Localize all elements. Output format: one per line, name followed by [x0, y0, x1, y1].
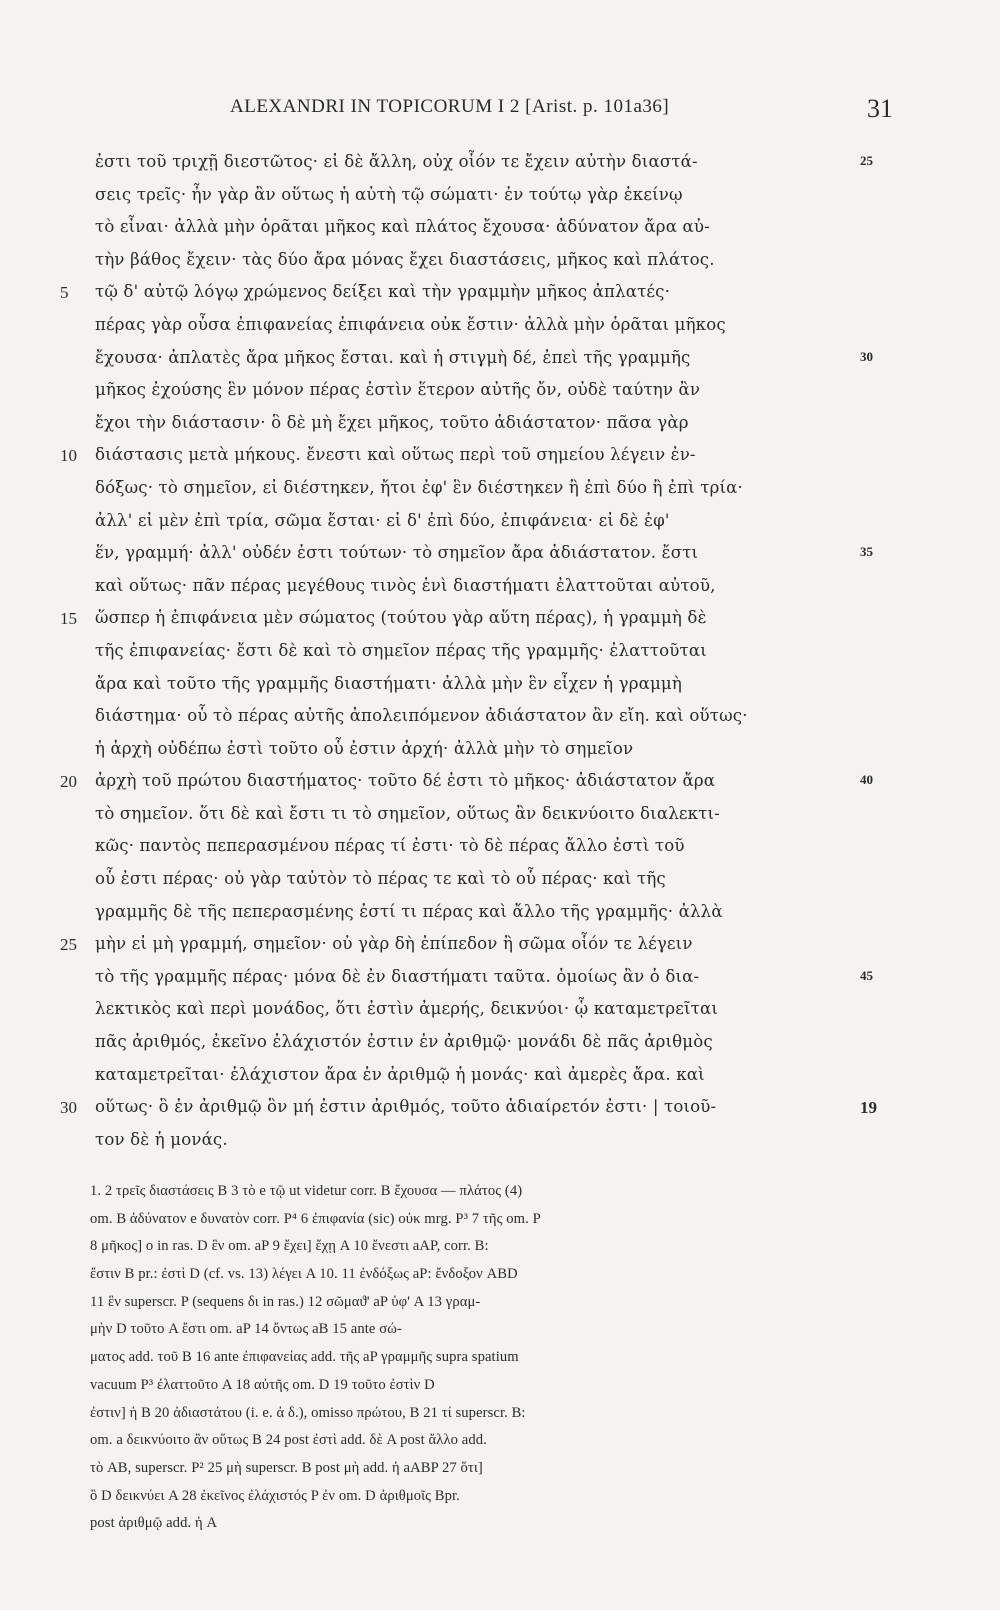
text-line	[0, 771, 1000, 804]
apparatus-line	[0, 1488, 1000, 1516]
apparatus-line	[0, 1349, 1000, 1377]
apparatus-line	[0, 1211, 1000, 1239]
text-line	[0, 608, 1000, 641]
apparatus-text: 8 μῆκος] o in ras. D ἓν om. aP 9 ἔχει] ἔχῃ A 10 ἔνεστι aAP, corr. B:	[90, 1238, 489, 1255]
text-line	[0, 478, 1000, 511]
line-text: πέρας γὰρ οὖσα ἐπιφανείας ἐπιφάνεια οὐκ ἔστιν· ἀλλὰ μὴν ὁρᾶται μῆκος	[95, 314, 726, 334]
page-number: 31	[867, 94, 893, 123]
text-line	[0, 1130, 1000, 1163]
apparatus-text: τὸ AB, superscr. P² 25 μὴ superscr. B post μὴ add. ἡ aABP 27 ὅτι]	[90, 1459, 483, 1476]
text-line	[0, 804, 1000, 837]
apparatus-line	[0, 1238, 1000, 1266]
line-text: καὶ οὕτως· πᾶν πέρας μεγέθους τινὸς ἑνὶ διαστήματι ἐλαττοῦται αὐτοῦ,	[95, 575, 716, 595]
line-number: 30	[60, 1098, 77, 1118]
line-text: ὥσπερ ἡ ἐπιφάνεια μὲν σώματος (τούτου γὰρ αὕτη πέρας), ἡ γραμμὴ δὲ	[95, 608, 707, 628]
text-line	[0, 282, 1000, 315]
line-text: μὴν εἰ μὴ γραμμή, σημεῖον· οὐ γὰρ δὴ ἐπίπεδον ἢ σῶμα οἷόν τε λέγειν	[95, 934, 693, 954]
text-line	[0, 348, 1000, 381]
text-line	[0, 217, 1000, 250]
text-line	[0, 739, 1000, 772]
text-line	[0, 185, 1000, 218]
apparatus-line	[0, 1405, 1000, 1433]
margin-reference: 25	[860, 153, 873, 168]
line-text: ἕν, γραμμή· ἀλλ' οὐδέν ἐστι τούτων· τὸ σημεῖον ἄρα ἀδιάστατον. ἔστι	[95, 543, 699, 563]
apparatus-line	[0, 1183, 1000, 1211]
apparatus-text: om. B ἀδύνατον e δυνατὸν corr. P⁴ 6 ἐπιφανία (sic) οὐκ mrg. P³ 7 τῆς om. P	[90, 1210, 541, 1227]
apparatus-text: 11 ἓν superscr. P (sequens δι in ras.) 12 σῶμαϑ' aP ὑφ' A 13 γραμ-	[90, 1293, 481, 1310]
line-text: τὸ εἶναι· ἀλλὰ μὴν ὁρᾶται μῆκος καὶ πλάτος ἔχουσα· ἀδύνατον ἄρα αὐ-	[95, 217, 710, 237]
apparatus-line	[0, 1432, 1000, 1460]
text-line	[0, 413, 1000, 446]
text-line	[0, 543, 1000, 576]
line-text: δόξως· τὸ σημεῖον, εἰ διέστηκεν, ἤτοι ἐφ' ἓν διέστηκεν ἢ ἐπὶ δύο ἢ ἐπὶ τρία·	[95, 477, 743, 497]
margin-reference: 45	[860, 967, 873, 983]
line-text: μῆκος ἐχούσης ἓν μόνον πέρας ἐστὶν ἕτερον αὐτῆς ὄν, οὐδὲ ταύτην ἂν	[95, 380, 701, 400]
margin-reference: 19	[860, 1098, 877, 1118]
text-line	[0, 1097, 1000, 1130]
apparatus-text: vacuum P³ ἐλαττοῦτο A 18 αὐτῆς om. D 19 τοῦτο ἐστὶν D	[90, 1376, 435, 1393]
running-title: ALEXANDRI IN TOPICORUM I 2 [Arist. p. 101a36]	[230, 96, 670, 117]
margin-reference: 40	[860, 772, 873, 788]
apparatus-text: μὴν D τοῦτο A ἔστι om. aP 14 ὄντως aB 15 ante σώ-	[90, 1321, 402, 1338]
text-line	[0, 250, 1000, 283]
text-line	[0, 511, 1000, 544]
line-text: τὴν βάθος ἔχειν· τὰς δύο ἄρα μόνας ἔχει διαστάσεις, μῆκος καὶ πλάτος.	[95, 249, 715, 269]
apparatus-line	[0, 1294, 1000, 1322]
line-number: 20	[60, 772, 77, 792]
apparatus-line	[0, 1460, 1000, 1488]
line-text: γραμμῆς δὲ τῆς πεπερασμένης ἐστί τι πέρας καὶ ἄλλο τῆς γραμμῆς· ἀλλὰ	[95, 901, 723, 921]
apparatus-text: ὃ D δεικνύει A 28 ἐκεῖνος ἐλάχιστός P ἐν om. D ἀριθμοῖς Bpr.	[90, 1487, 460, 1504]
line-text: ἀρχὴ τοῦ πρώτου διαστήματος· τοῦτο δέ ἐστι τὸ μῆκος· ἀδιάστατον ἄρα	[95, 771, 716, 791]
margin-reference: 30	[860, 348, 873, 364]
line-text: ἀλλ' εἰ μὲν ἐπὶ τρία, σῶμα ἔσται· εἰ δ' ἐπὶ δύο, ἐπιφάνεια· εἰ δὲ ἐφ'	[95, 510, 670, 530]
apparatus-text: ἔστιν B pr.: ἐστὶ D (cf. vs. 13) λέγει A 10. 11 ἐνδόξως aP: ἔνδοξον ABD	[90, 1266, 518, 1283]
line-text: τὸ σημεῖον. ὅτι δὲ καὶ ἔστι τι τὸ σημεῖον, οὕτως ἂν δεικνύοιτο διαλεκτι-	[95, 803, 720, 823]
line-text: ἡ ἀρχὴ οὐδέπω ἐστὶ τοῦτο οὗ ἐστιν ἀρχή· ἀλλὰ μὴν τὸ σημεῖον	[95, 738, 634, 758]
text-line	[0, 152, 1000, 185]
text-line	[0, 1065, 1000, 1098]
apparatus-text: 1. 2 τρεῖς διαστάσεις B 3 τὸ e τῷ ut videtur corr. B ἔχουσα — πλάτος (4)	[90, 1183, 523, 1199]
text-line	[0, 641, 1000, 674]
line-text: πᾶς ἀριθμός, ἐκεῖνο ἐλάχιστόν ἐστιν ἐν ἀριθμῷ· μονάδι δὲ πᾶς ἀριθμὸς	[95, 1032, 713, 1052]
main-text	[0, 152, 1000, 1162]
text-line	[0, 315, 1000, 348]
line-text: διάστασις μετὰ μήκους. ἔνεστι καὶ οὕτως περὶ τοῦ σημείου λέγειν ἐν-	[95, 445, 696, 465]
text-line	[0, 869, 1000, 902]
critical-apparatus	[0, 1183, 1000, 1543]
line-text: ἔχοι τὴν διάστασιν· ὃ δὲ μὴ ἔχει μῆκος, τοῦτο ἀδιάστατον· πᾶσα γὰρ	[95, 412, 689, 432]
line-text: κῶς· παντὸς πεπερασμένου πέρας τί ἐστι· τὸ δὲ πέρας ἄλλο ἐστὶ τοῦ	[95, 836, 685, 856]
line-text: τῆς ἐπιφανείας· ἔστι δὲ καὶ τὸ σημεῖον πέρας τῆς γραμμῆς· ἐλαττοῦται	[95, 640, 707, 660]
line-text: διάστημα· οὗ τὸ πέρας αὐτῆς ἀπολειπόμενον ἀδιάστατον ἂν εἴη. καὶ οὕτως·	[95, 706, 748, 726]
apparatus-text: ἐστιν] ἡ B 20 ἀδιαστάτου (i. e. ἀ δ.), omisso πρώτου, B 21 τί superscr. B:	[90, 1404, 526, 1421]
margin-reference: 35	[860, 544, 873, 560]
text-line	[0, 999, 1000, 1032]
line-text: ἔχουσα· ἀπλατὲς ἄρα μῆκος ἔσται. καὶ ἡ στιγμὴ δέ, ἐπεὶ τῆς γραμμῆς	[95, 347, 691, 367]
line-text: τον δὲ ἡ μονάς.	[95, 1129, 228, 1149]
apparatus-line	[0, 1515, 1000, 1543]
text-line	[0, 934, 1000, 967]
apparatus-text: om. a δεικνύοιτο ἂν οὕτως B 24 post ἐστὶ add. δὲ A post ἄλλο add.	[90, 1432, 487, 1449]
text-line	[0, 576, 1000, 609]
line-text: σεις τρεῖς· ἦν γὰρ ἂν οὕτως ἡ αὐτὴ τῷ σώματι· ἐν τούτῳ γὰρ ἐκείνῳ	[95, 184, 683, 204]
line-text: ἐστι τοῦ τριχῇ διεστῶτος· εἰ δὲ ἄλλη, οὐχ οἷόν τε ἔχειν αὐτὴν διαστά-	[95, 152, 698, 171]
line-number: 5	[60, 283, 69, 303]
text-line	[0, 1032, 1000, 1065]
apparatus-text: post ἀριθμῷ add. ἡ A	[90, 1515, 218, 1532]
line-text: καταμετρεῖται· ἐλάχιστον ἄρα ἐν ἀριθμῷ ἡ μονάς· καὶ ἀμερὲς ἄρα. καὶ	[95, 1064, 705, 1084]
apparatus-text: ματος add. τοῦ B 16 ante ἐπιφανείας add. τῆς aP γραμμῆς supra spatium	[90, 1349, 519, 1366]
text-line	[0, 902, 1000, 935]
line-text: τὸ τῆς γραμμῆς πέρας· μόνα δὲ ἐν διαστήματι ταῦτα. ὁμοίως ἂν ὁ δια-	[95, 966, 700, 986]
line-text: οὕτως· ὃ ἐν ἀριθμῷ ὂν μή ἐστιν ἀριθμός, τοῦτο ἀδιαίρετόν ἐστι· | τοιοῦ-	[95, 1097, 717, 1117]
line-number: 15	[60, 609, 77, 629]
apparatus-line	[0, 1266, 1000, 1294]
line-text: ἄρα καὶ τοῦτο τῆς γραμμῆς διαστήματι· ἀλλὰ μὴν ἓν εἶχεν ἡ γραμμὴ	[95, 673, 682, 693]
line-number: 10	[60, 446, 77, 466]
text-line	[0, 445, 1000, 478]
running-header	[0, 96, 1000, 136]
apparatus-line	[0, 1321, 1000, 1349]
line-text: τῷ δ' αὐτῷ λόγῳ χρώμενος δείξει καὶ τὴν γραμμὴν μῆκος ἀπλατές·	[95, 282, 671, 302]
text-line	[0, 380, 1000, 413]
text-line	[0, 706, 1000, 739]
apparatus-line	[0, 1377, 1000, 1405]
line-number: 25	[60, 935, 77, 955]
line-text: οὗ ἐστι πέρας· οὐ γὰρ ταὐτὸν τὸ πέρας τε καὶ τὸ οὗ πέρας· καὶ τῆς	[95, 869, 666, 889]
text-line	[0, 967, 1000, 1000]
text-line	[0, 836, 1000, 869]
text-line	[0, 674, 1000, 707]
line-text: λεκτικὸς καὶ περὶ μονάδος, ὅτι ἐστὶν ἀμερής, δεικνύοι· ᾧ καταμετρεῖται	[95, 999, 719, 1019]
